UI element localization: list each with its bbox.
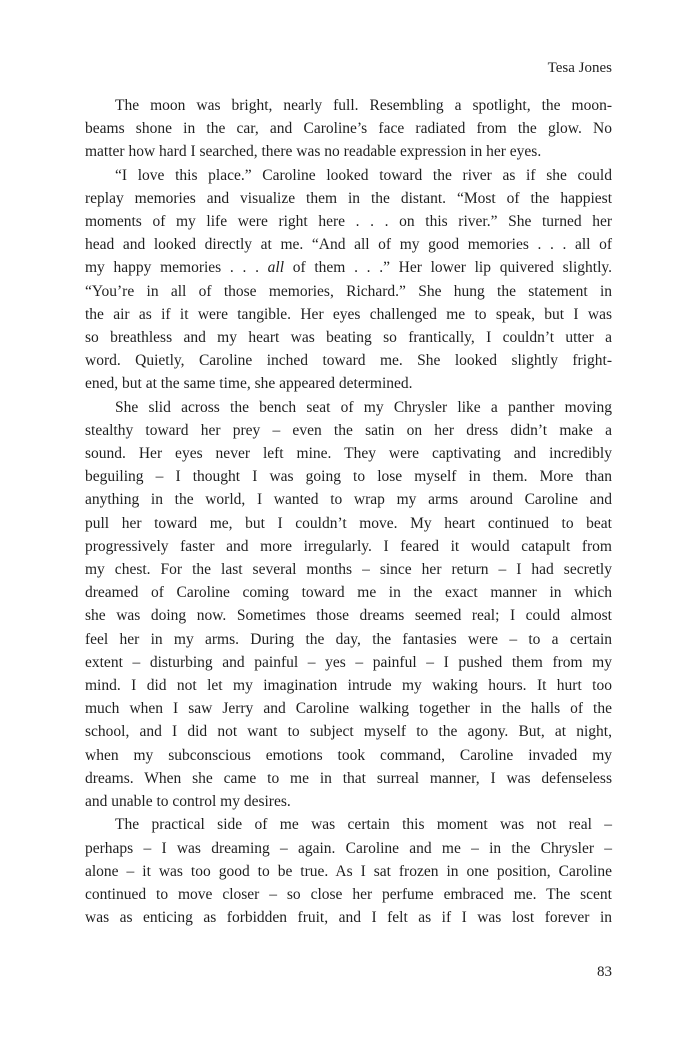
text-line: when my subconscious emotions took command, Caroline invaded my: [85, 746, 612, 764]
text-line: the air as if it were tangible. Her eyes challenged me to speak, but I was: [85, 305, 612, 323]
text-line: school, and I did not want to subject myself to the agony. But, at night,: [85, 723, 612, 741]
text-line: stealthy toward her prey – even the satin on her dress didn’t make a: [85, 421, 612, 439]
text-line: and unable to control my desires.: [85, 793, 291, 811]
body-text: [85, 94, 612, 929]
text-line: replay memories and visualize them in the distant. “Most of the happiest: [85, 189, 612, 207]
text-line: “You’re in all of those memories, Richard.” She hung the statement in: [85, 282, 612, 300]
text-line: She slid across the bench seat of my Chrysler like a panther moving: [115, 398, 612, 416]
page-number: 83: [597, 964, 612, 980]
text-line: extent – disturbing and painful – yes – painful – I pushed them from my: [85, 653, 612, 671]
text-line: continued to move closer – so close her perfume embraced me. The scent: [85, 885, 612, 903]
paragraph-2: [85, 164, 612, 396]
text-line: anything in the world, I wanted to wrap my arms around Caroline and: [85, 491, 612, 509]
text-line: matter how hard I searched, there was no readable expression in her eyes.: [85, 143, 542, 161]
text-line: my chest. For the last several months – since her return – I had secretly: [85, 561, 612, 579]
text-line: [85, 256, 612, 279]
text-line: The moon was bright, nearly full. Resembling a spotlight, the moon-: [115, 97, 612, 114]
text-line: beams shone in the car, and Caroline’s face radiated from the glow. No: [85, 120, 612, 138]
text-line: alone – it was too good to be true. As I sat frozen in one position, Caroline: [85, 862, 612, 880]
paragraph-3: [85, 396, 612, 814]
text-line: head and looked directly at me. “And all of my good memories . . . all of: [85, 236, 612, 254]
text-line: The practical side of me was certain this moment was not real –: [115, 816, 612, 834]
paragraph-4: [85, 813, 612, 929]
text-line: moments of my life were right here . . . on this river.” She turned her: [85, 213, 612, 231]
text-line: perhaps – I was dreaming – again. Caroline and me – in the Chrysler –: [85, 839, 612, 857]
text-line: much when I saw Jerry and Caroline walking together in the halls of the: [85, 700, 612, 718]
text-segment: my happy memories . . .: [85, 259, 268, 277]
text-segment: of them . . .” Her lower lip quivered slightly.: [284, 259, 612, 277]
text-line: she was doing now. Sometimes those dreams seemed real; I could almost: [85, 607, 612, 625]
text-line: pull her toward me, but I couldn’t move. My heart continued to beat: [85, 514, 612, 532]
text-line: sound. Her eyes never left mine. They were captivating and incredibly: [85, 445, 612, 463]
text-line: so breathless and my heart was beating so frantically, I couldn’t utter a: [85, 329, 612, 347]
text-line: feel her in my arms. During the day, the fantasies were – to a certain: [85, 630, 612, 648]
text-line: beguiling – I thought I was going to lose myself in them. More than: [85, 468, 612, 486]
author-name: Tesa Jones: [547, 60, 612, 76]
running-header: [85, 58, 612, 78]
text-line: word. Quietly, Caroline inched toward me. She looked slightly fright-: [85, 352, 612, 370]
italic-word: all: [267, 259, 285, 277]
text-line: “I love this place.” Caroline looked toward the river as if she could: [115, 166, 612, 184]
text-line: dreamed of Caroline coming toward me in the exact manner in which: [85, 584, 612, 602]
text-line: progressively faster and more irregularly. I feared it would catapult from: [85, 537, 612, 555]
text-line: mind. I did not let my imagination intrude my waking hours. It hurt too: [85, 677, 612, 695]
text-line: dreams. When she came to me in that surreal manner, I was defenseless: [85, 769, 612, 787]
paragraph-1: [85, 94, 612, 164]
text-line: was as enticing as forbidden fruit, and I felt as if I was lost forever in: [85, 909, 612, 927]
text-line: ened, but at the same time, she appeared determined.: [85, 375, 413, 393]
